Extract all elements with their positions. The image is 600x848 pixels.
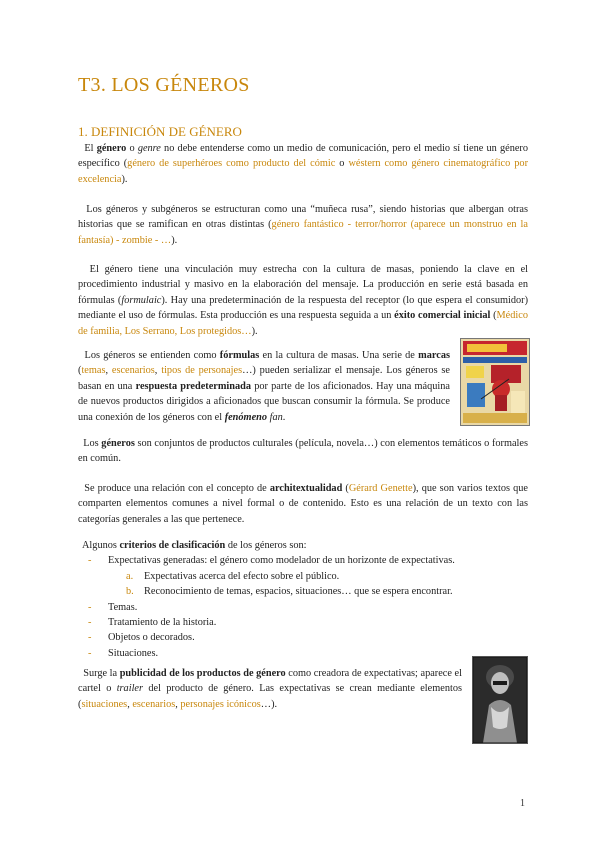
classification-criteria-list <box>78 538 528 661</box>
list-item: - Tratamiento de la historia. <box>88 617 217 629</box>
list-intro: Algunos criterios de clasificación de los géneros son: <box>82 540 307 551</box>
list-item: - Temas. <box>88 601 138 613</box>
document-title: T3. LOS GÉNEROS <box>78 74 250 96</box>
sub-list-item: a. Expectativas acerca del efecto sobre el público. <box>126 570 340 582</box>
paragraph-mass-culture: El género tiene una vinculación muy estrecha con la cultura de masas, poniendo la clave en el procedimiento industrial y masivo en la elaboración del mensaje. La producción en serie está basada en fórmulas (formulaic). Hay una predeterminación de la respuesta del receptor (lo que espera el consumidor) mediante el uso de fórmulas. Esta producción es una respuesta seguida a un éxito comercial inicial (Médico de familia, Los Serrano, Los protegidos…). <box>78 264 529 337</box>
list-item: - Situaciones. <box>88 647 159 659</box>
page-number: 1 <box>520 798 525 809</box>
movie-poster-image <box>472 656 528 744</box>
paragraph-genre-sets: Los géneros son conjuntos de productos culturales (película, novela…) con elementos temáticos o formales en común. <box>78 438 528 465</box>
comic-cover-image <box>460 338 530 426</box>
section-heading: 1. DEFINICIÓN DE GÉNERO <box>78 124 242 139</box>
paragraph-genre-definition: El género o genre no debe entenderse como un medio de comunicación, pero el medio sí tiene un género específico (género de superhéroes como producto del cómic o wéstern como género cinematográfico por excelencia). <box>78 143 529 185</box>
list-item: - Objetos o decorados. <box>88 632 195 644</box>
paragraph-architextuality: Se produce una relación con el concepto de architextualidad (Gérard Genette), que son varios textos que comparten elementos comunes a nivel formal o de contenido. Esto es una relación de un texto con las categorías generales a las que pertenece. <box>78 483 528 525</box>
list-item: - Expectativas generadas: el género como modelador de un horizonte de expectativas. <box>88 555 455 567</box>
sub-list-item: b. Reconocimiento de temas, espacios, situaciones… que se espera encontrar. <box>126 586 453 598</box>
paragraph-advertising: Surge la publicidad de los productos de género como creadora de expectativas; aparece el cartel o trailer del producto de género. Las expectativas se crean mediante elementos (situaciones, escenarios, personajes icónicos…). <box>78 668 462 710</box>
paragraph-russian-doll: Los géneros y subgéneros se estructuran como una “muñeca rusa”, siendo historias que albergan otras historias que se ramifican en otras distintas (género fantástico - terror/horror (aparece un monstruo en la fantasía) - zombie - …). <box>78 204 528 246</box>
paragraph-formulas: Los géneros se entienden como fórmulas en la cultura de masas. Una serie de marcas (temas, escenarios, tipos de personajes…) pueden serializar el mensaje. Los géneros se basan en una respuesta predeterminada por parte de los aficionados. Hay una máquina de nuevos productos dirigidos a aficionados que buscan consumir la fórmula. Se produce una conexión de los géneros con el fenómeno fan. <box>78 350 450 423</box>
